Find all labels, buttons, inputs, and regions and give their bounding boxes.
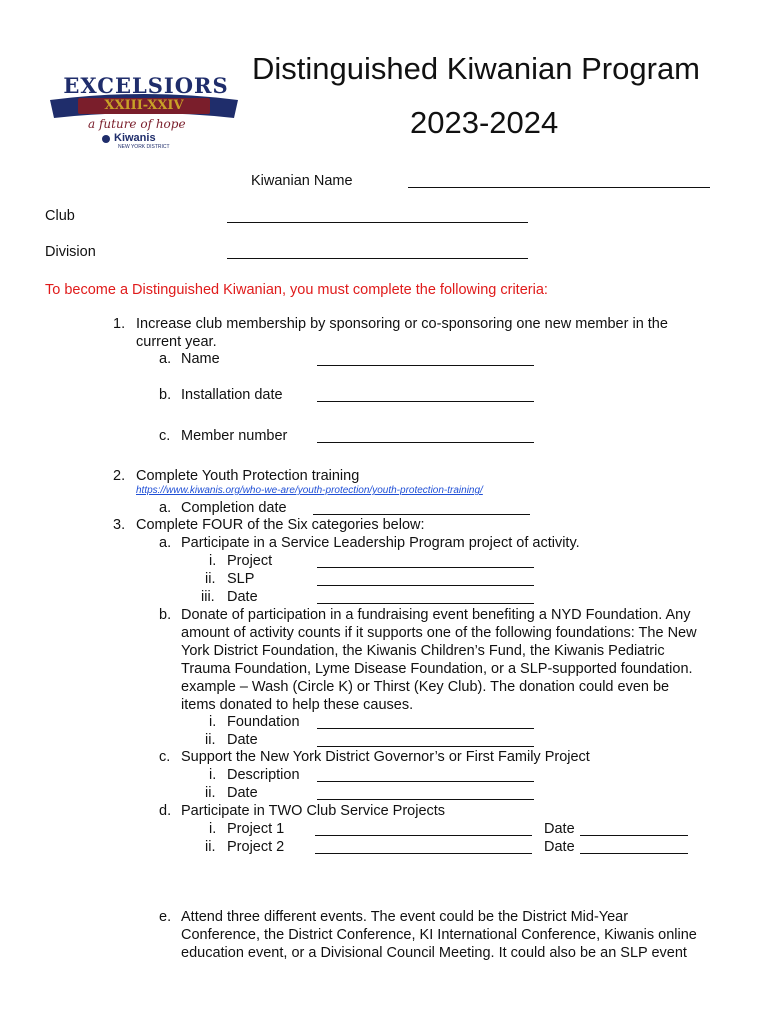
foundation-field[interactable]	[317, 728, 534, 729]
criterion-1-text: Increase club membership by sponsoring or co-sponsoring one new member in the	[136, 316, 668, 332]
c3b-line-4: Trauma Foundation, Lyme Disease Foundation, or a SLP-supported foundation.	[181, 661, 693, 677]
c3c-i-text: Description	[227, 767, 300, 783]
c3c-label: c.	[159, 749, 171, 765]
division-label: Division	[45, 244, 96, 260]
division-field[interactable]	[227, 258, 528, 259]
c3a-label: a.	[159, 535, 172, 551]
program-year: 2023-2024	[410, 105, 559, 140]
c3b-i-label: i.	[209, 714, 217, 730]
c3b-line-5: example – Wash (Circle K) or Thirst (Key Club). The donation could even be	[181, 679, 670, 695]
slp-date-field[interactable]	[317, 603, 534, 604]
club-project-2-date-field[interactable]	[580, 853, 688, 854]
criterion-2-number: 2.	[113, 468, 126, 484]
c3a-ii-label: ii.	[205, 571, 216, 587]
c3b-label: b.	[159, 607, 172, 623]
c3e-line-3: education event, or a Divisional Council Meeting. It could also be an SLP event	[181, 945, 687, 961]
slp-project-field[interactable]	[317, 567, 534, 568]
kiwanis-emblem-icon	[102, 135, 110, 143]
c3d-label: d.	[159, 803, 172, 819]
c1a-text: Name	[181, 351, 220, 367]
youth-protection-link[interactable]: https://www.kiwanis.org/who-we-are/youth-protection/youth-protection-training/	[136, 485, 483, 496]
excelsiors-logo	[48, 74, 240, 154]
governor-project-date-field[interactable]	[317, 799, 534, 800]
c3c-ii-text: Date	[227, 785, 258, 801]
c3c-text: Support the New York District Governor’s or First Family Project	[181, 749, 590, 765]
c1b-text: Installation date	[181, 387, 283, 403]
c2a-label: a.	[159, 500, 172, 516]
c3b-line-3: York District Foundation, the Kiwanis Children’s Fund, the Kiwanis Pediatric	[181, 643, 665, 659]
c3a-iii-label: iii.	[201, 589, 215, 605]
criterion-1-text-cont: current year.	[136, 334, 217, 350]
club-label: Club	[45, 208, 75, 224]
criterion-2-text: Complete Youth Protection training	[136, 468, 360, 484]
c3a-iii-text: Date	[227, 589, 258, 605]
slp-name-field[interactable]	[317, 585, 534, 586]
club-project-1-date-field[interactable]	[580, 835, 688, 836]
c3a-text: Participate in a Service Leadership Program project of activity.	[181, 535, 580, 551]
c3b-i-text: Foundation	[227, 714, 300, 730]
logo-tagline: a future of hope	[88, 117, 186, 131]
criterion-3-number: 3.	[113, 517, 126, 533]
installation-date-field[interactable]	[317, 401, 534, 402]
c3e-line-1: Attend three different events. The event could be the District Mid-Year	[181, 909, 629, 925]
c1a-label: a.	[159, 351, 172, 367]
c3a-ii-text: SLP	[227, 571, 255, 587]
criterion-3-text: Complete FOUR of the Six categories below:	[136, 517, 425, 533]
criterion-1-number: 1.	[113, 316, 126, 332]
c3e-line-2: Conference, the District Conference, KI International Conference, Kiwanis online	[181, 927, 697, 943]
logo-years: XXIII-XXIV	[104, 98, 184, 113]
club-field[interactable]	[227, 222, 528, 223]
sponsor-name-field[interactable]	[317, 365, 534, 366]
c3d-ii-date-label: Date	[544, 839, 575, 855]
member-number-field[interactable]	[317, 442, 534, 443]
c3d-text: Participate in TWO Club Service Projects	[181, 803, 446, 819]
governor-project-description-field[interactable]	[317, 781, 534, 782]
foundation-date-field[interactable]	[317, 746, 534, 747]
c3b-line-1: Donate of participation in a fundraising event benefiting a NYD Foundation. Any	[181, 607, 691, 623]
criteria-intro: To become a Distinguished Kiwanian, you must complete the following criteria:	[45, 282, 548, 298]
c3b-ii-text: Date	[227, 732, 258, 748]
club-project-2-field[interactable]	[315, 853, 532, 854]
club-project-1-field[interactable]	[315, 835, 532, 836]
logo-org: Kiwanis	[114, 132, 156, 144]
c1c-label: c.	[159, 428, 171, 444]
c3c-i-label: i.	[209, 767, 217, 783]
c3b-ii-label: ii.	[205, 732, 216, 748]
c3d-i-label: i.	[209, 821, 217, 837]
c3d-i-text: Project 1	[227, 821, 285, 837]
c1b-label: b.	[159, 387, 172, 403]
kiwanian-name-field[interactable]	[408, 187, 710, 188]
c1c-text: Member number	[181, 428, 288, 444]
c3d-ii-label: ii.	[205, 839, 216, 855]
c3b-line-2: amount of activity counts if it supports one of the following foundations: The New	[181, 625, 697, 641]
c3c-ii-label: ii.	[205, 785, 216, 801]
kiwanian-name-label: Kiwanian Name	[251, 173, 353, 189]
c3a-i-label: i.	[209, 553, 217, 569]
c3e-label: e.	[159, 909, 172, 925]
page-title: Distinguished Kiwanian Program	[252, 51, 701, 86]
logo-word: EXCELSIORS	[63, 73, 229, 98]
c3d-ii-text: Project 2	[227, 839, 285, 855]
c3d-i-date-label: Date	[544, 821, 575, 837]
logo-district: NEW YORK DISTRICT	[118, 144, 170, 150]
completion-date-field[interactable]	[313, 514, 530, 515]
c2a-text: Completion date	[181, 500, 287, 516]
c3b-line-6: items donated to help these causes.	[181, 697, 414, 713]
c3a-i-text: Project	[227, 553, 273, 569]
